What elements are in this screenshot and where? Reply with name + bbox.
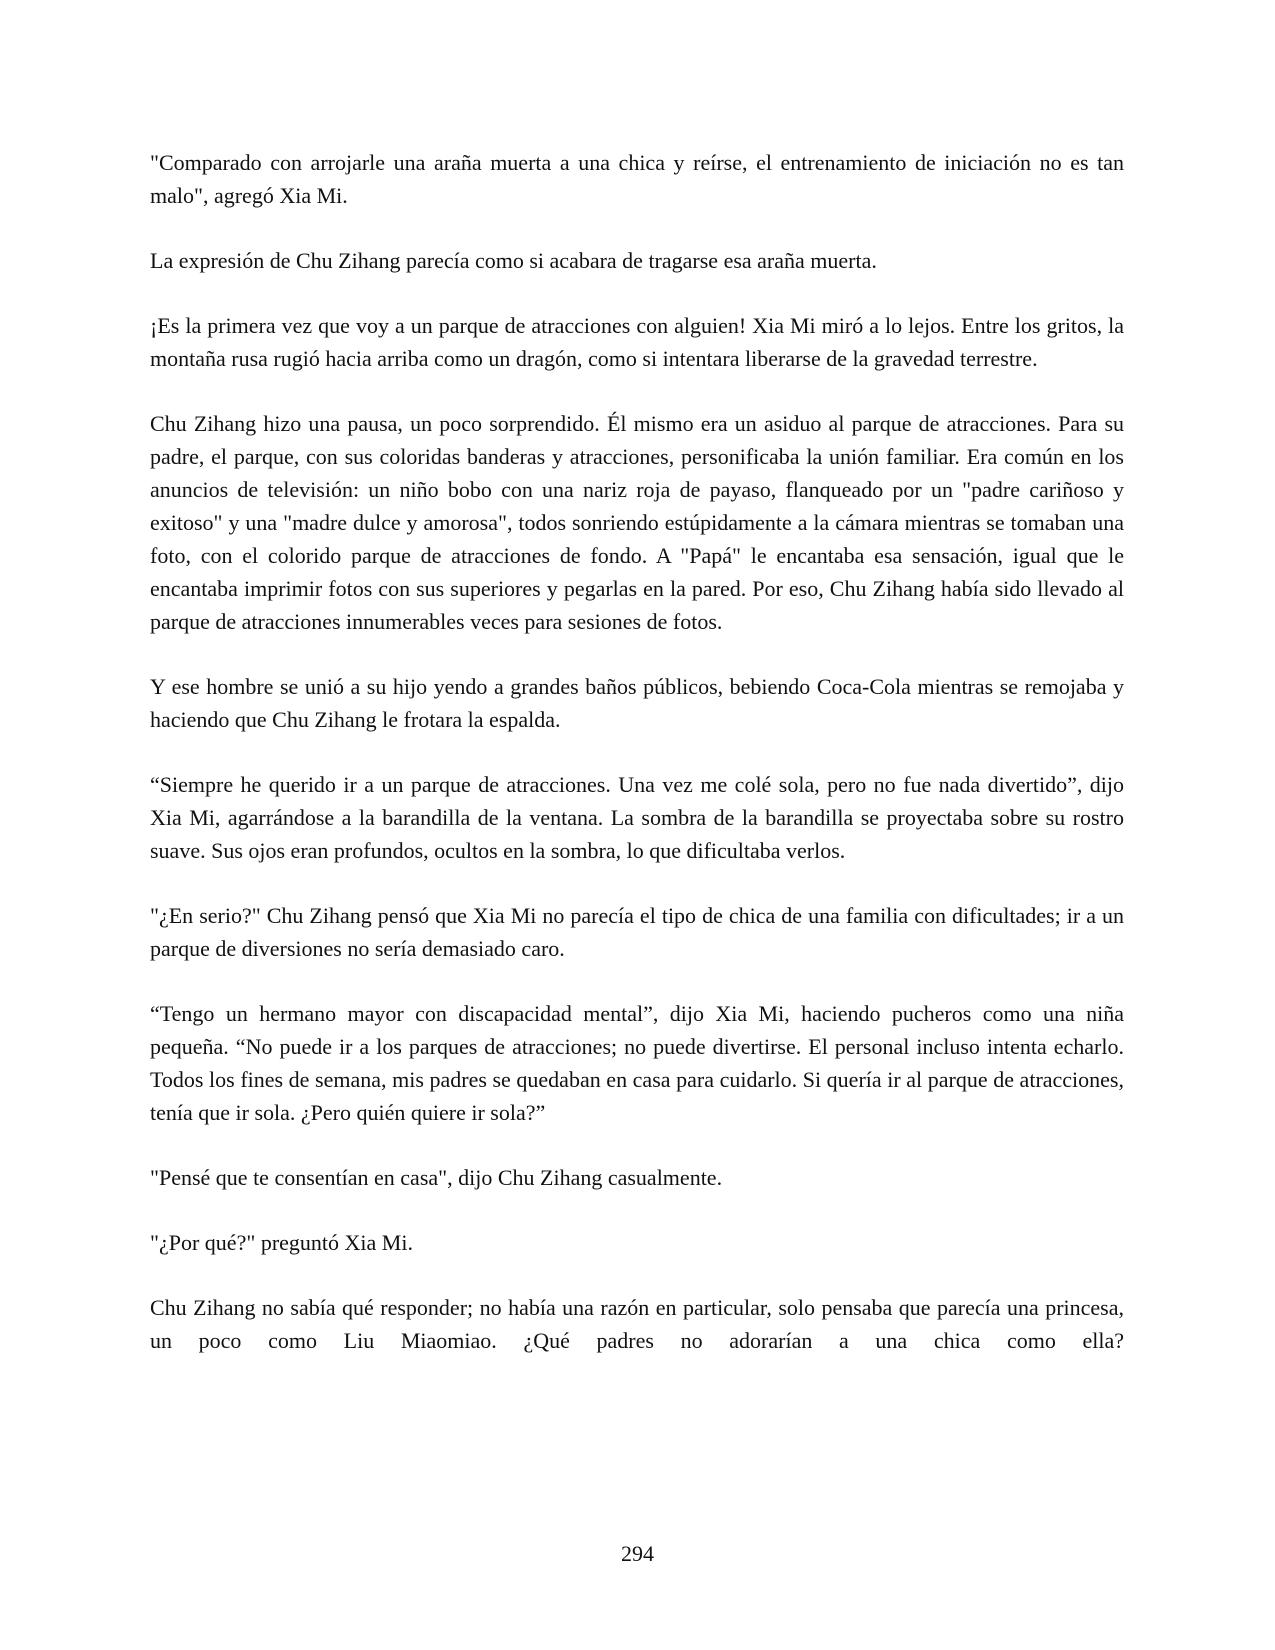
paragraph-2: La expresión de Chu Zihang parecía como si acabara de tragarse esa araña muerta.: [150, 248, 877, 273]
paragraph-6: “Siempre he querido ir a un parque de atracciones. Una vez me colé sola, pero no fue nada divertido”, dijo Xia Mi, agarrándose a la barandilla de la ventana. La sombra de la barandilla se proyectaba sobre su rostro suave. Sus ojos eran profundos, ocultos en la sombra, lo que dificultaba verlos.: [150, 772, 1124, 863]
paragraph-11: Chu Zihang no sabía qué responder; no había una razón en particular, solo pensaba que parecía una princesa, un poco como Liu Miaomiao. ¿Qué padres no adorarían a una chica como ella?: [150, 1295, 1124, 1353]
paragraph-10: "¿Por qué?" preguntó Xia Mi.: [150, 1230, 413, 1255]
page-body: [150, 146, 1124, 1357]
paragraph-9: "Pensé que te consentían en casa", dijo Chu Zihang casualmente.: [150, 1165, 723, 1190]
paragraph-7: "¿En serio?" Chu Zihang pensó que Xia Mi no parecía el tipo de chica de una familia con dificultades; ir a un parque de diversiones no sería demasiado caro.: [150, 903, 1124, 961]
page-number: 294: [621, 1541, 654, 1566]
paragraph-1: "Comparado con arrojarle una araña muerta a una chica y reírse, el entrenamiento de iniciación no es tan malo", agregó Xia Mi.: [150, 150, 1124, 208]
paragraph-5: Y ese hombre se unió a su hijo yendo a grandes baños públicos, bebiendo Coca-Cola mientras se remojaba y haciendo que Chu Zihang le frotara la espalda.: [150, 674, 1124, 732]
paragraph-8: “Tengo un hermano mayor con discapacidad mental”, dijo Xia Mi, haciendo pucheros como una niña pequeña. “No puede ir a los parques de atracciones; no puede divertirse. El personal incluso intenta echarlo. Todos los fines de semana, mis padres se quedaban en casa para cuidarlo. Si quería ir al parque de atracciones, tenía que ir sola. ¿Pero quién quiere ir sola?”: [150, 1001, 1124, 1125]
paragraph-3: ¡Es la primera vez que voy a un parque de atracciones con alguien! Xia Mi miró a lo lejos. Entre los gritos, la montaña rusa rugió hacia arriba como un dragón, como si intentara liberarse de la gravedad terrestre.: [150, 313, 1124, 371]
paragraph-4: Chu Zihang hizo una pausa, un poco sorprendido. Él mismo era un asiduo al parque de atracciones. Para su padre, el parque, con sus coloridas banderas y atracciones, personificaba la unión familiar. Era común en los anuncios de televisión: un niño bobo con una nariz roja de payaso, flanqueado por un "padre cariñoso y exitoso" y una "madre dulce y amorosa", todos sonriendo estúpidamente a la cámara mientras se tomaban una foto, con el colorido parque de atracciones de fondo. A "Papá" le encantaba esa sensación, igual que le encantaba imprimir fotos con sus superiores y pegarlas en la pared. Por eso, Chu Zihang había sido llevado al parque de atracciones innumerables veces para sesiones de fotos.: [150, 411, 1124, 634]
